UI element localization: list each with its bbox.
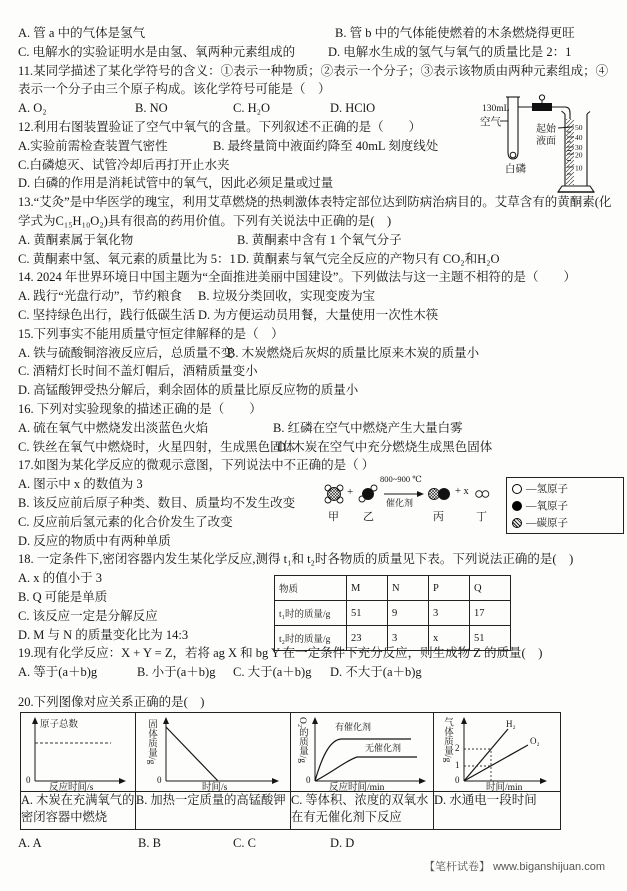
t1-m: 51 bbox=[347, 601, 388, 626]
q12-stem: 12.利用右图装置验证了空气中氧气的含量。下列叙述不正确的是（ ） bbox=[18, 119, 422, 134]
t2-m: 23 bbox=[347, 626, 388, 651]
carbon-atom-icon bbox=[512, 518, 522, 528]
q19-option-a: A. 等于(a＋b)g bbox=[18, 665, 98, 680]
prev-option-b: B. 管 b 中的气体能使燃着的木条燃烧得更旺 bbox=[335, 26, 575, 40]
initial-level-label-2: 液面 bbox=[536, 136, 556, 147]
label-yi: 乙 bbox=[363, 511, 374, 523]
q18-option-d: D. M 与 N 的质量变化比为 14:3 bbox=[18, 627, 189, 642]
graph-d-tick-2: 2 bbox=[455, 743, 460, 753]
q20-stem: 20.下列图像对应关系正确的是( ) bbox=[18, 695, 205, 709]
graph-b-solid-mass bbox=[136, 713, 290, 791]
prev-options-row-ab bbox=[18, 24, 619, 43]
q16-options-row-ab bbox=[18, 419, 619, 438]
graph-d-ylabel: 气体质量/g bbox=[442, 717, 452, 763]
molecule-methane bbox=[325, 485, 343, 503]
header-m: M bbox=[347, 576, 388, 601]
q14-option-d: D. 为方便运动员用餐，大量使用一次性木筷 bbox=[198, 307, 439, 322]
q11-option-a: A. O₂ bbox=[18, 101, 47, 116]
condition-catalyst: 催化剂 bbox=[386, 498, 414, 508]
q17-option-a: A. 图示中 x 的数值为 3 bbox=[18, 477, 143, 492]
graph-a-xlabel: 反应时间/s bbox=[49, 783, 94, 793]
t1-p: 3 bbox=[429, 601, 470, 626]
graph-b-origin: 0 bbox=[157, 775, 162, 785]
graph-c-oxygen-mass-catalyst bbox=[291, 713, 433, 791]
scale-10: 10 bbox=[575, 163, 583, 173]
q12-option-d: D. 白磷的作用是消耗试管中的氧气，因此必须足量或过量 bbox=[18, 176, 334, 191]
graph-b-ylabel: 固体质量/g bbox=[146, 719, 156, 765]
molecule-carbon-monoxide bbox=[429, 489, 450, 500]
header-n: N bbox=[388, 576, 429, 601]
legend-carbon-label: —碳原子 bbox=[526, 518, 568, 529]
page-footer bbox=[424, 858, 605, 874]
q15-option-d: D. 高锰酸钾受热分解后，剩余固体的质量比原反应物的质量小 bbox=[18, 383, 359, 398]
q13-option-a: A. 黄酮素属于氧化物 bbox=[18, 232, 134, 247]
graph-d-origin: 0 bbox=[455, 775, 460, 785]
legend-hydrogen-label: —氢原子 bbox=[526, 484, 568, 495]
graph-d-h2-label: H₂ bbox=[506, 719, 516, 729]
graph-d-xlabel: 时间/min bbox=[486, 783, 523, 793]
q16-option-d: D. 木炭在空气中充分燃烧生成黑色固体 bbox=[277, 439, 493, 454]
q18-mass-table bbox=[274, 575, 511, 651]
table-row-t2 bbox=[275, 626, 511, 651]
q18-stem: 18. 一定条件下,密闭容器内发生某化学反应,测得 t₁和 t₂时各物质的质量见下表。下列说法正确的是( ) bbox=[18, 552, 574, 567]
t2-n: 3 bbox=[388, 626, 429, 651]
graph-c-xlabel: 反应时间/min bbox=[329, 783, 385, 793]
q18-option-a: A. x 的值小于 3 bbox=[18, 571, 103, 586]
q14-options-row-ab bbox=[18, 287, 619, 306]
q17-stem: 17.如图为某化学反应的微观示意图，下列说法中不正确的是（ ） bbox=[18, 458, 375, 473]
legend-row-oxygen bbox=[512, 497, 618, 514]
q14-option-c: C. 坚持绿色出行，践行低碳生活 bbox=[18, 307, 196, 322]
q15-option-a: A. 铁与硫酸铜溶液反应后，总质量不变 bbox=[18, 345, 234, 360]
plus-sign: + bbox=[347, 486, 354, 498]
q11-option-b: B. NO bbox=[135, 101, 168, 116]
scale-40: 40 bbox=[575, 133, 583, 142]
caption-row bbox=[21, 792, 561, 830]
molecule-water bbox=[359, 485, 377, 502]
q15-stem: 15.下列事实不能用质量守恒定律解释的是（ ） bbox=[18, 326, 284, 341]
q16-option-b: B. 红磷在空气中燃烧产生大量白雾 bbox=[273, 420, 463, 435]
q14-option-b: B. 垃圾分类回收，实现变废为宝 bbox=[198, 289, 376, 304]
volume-label: 130mL bbox=[482, 104, 510, 114]
q16-option-c: C. 铁丝在氧气中燃烧时，火星四射，生成黑色固体 bbox=[18, 439, 296, 454]
graph-b-xlabel: 时间/s bbox=[202, 783, 228, 793]
white-phosphorus-blob bbox=[510, 152, 516, 158]
graph-d-caption: D. 水通电一段时间 bbox=[434, 792, 561, 830]
q20-final-options-row bbox=[18, 836, 354, 851]
footer-brand: 【笔杆试卷】 bbox=[424, 861, 491, 873]
graph-d-tick-1: 1 bbox=[455, 760, 460, 770]
graph-b-caption: B. 加热一定质量的高锰酸钾 bbox=[136, 792, 291, 830]
t2-p: x bbox=[429, 626, 470, 651]
test-tube bbox=[508, 97, 518, 159]
oxygen-atom-icon bbox=[512, 501, 522, 511]
t1-q: 17 bbox=[470, 601, 511, 626]
q12-option-c: C.白磷熄灭、试管冷却后再打开止水夹 bbox=[18, 157, 230, 172]
figure-reaction-micro-diagram bbox=[316, 474, 500, 523]
q11-option-d: D. HClO bbox=[330, 101, 376, 116]
liquid-column bbox=[566, 119, 574, 185]
q13-options-row-cd bbox=[18, 250, 619, 269]
q17-option-c: C. 反应前后氢元素的化合价发生了改变 bbox=[18, 514, 233, 529]
q19-stem: 19.现有化学反应：X + Y = Z，若将 ag X 和 bg Y 在一定条件下充分反应，则生成物 Z 的质量( ) bbox=[18, 646, 543, 661]
q13-options-row-ab bbox=[18, 231, 619, 250]
q16-stem: 16. 下列对实验现象的描述正确的是（ ） bbox=[18, 401, 262, 416]
prev-option-d: D. 电解水生成的氢气与氧气的质量比是 2：1 bbox=[328, 44, 572, 59]
q20-final-option-d: D. D bbox=[330, 836, 355, 850]
q19-option-d: D. 不大于(a＋b)g bbox=[330, 665, 422, 680]
q19-options-row bbox=[18, 663, 619, 682]
graph-d-o2-label: O₂ bbox=[530, 736, 540, 746]
q13-option-d: D. 黄酮素与氧气完全反应的产物只有 CO₂和H₂O bbox=[237, 251, 500, 266]
scale-20: 20 bbox=[575, 150, 583, 160]
header-p: P bbox=[429, 576, 470, 601]
q17-option-d: D. 反应的物质中有两种单质 bbox=[18, 533, 171, 548]
q20-graph-table bbox=[20, 712, 561, 830]
graph-c-caption: C. 等体积、浓度的双氧水在有无催化剂下反应 bbox=[291, 792, 434, 830]
graph-a-caption: A. 木炭在充满氧气的密闭容器中燃烧 bbox=[21, 792, 136, 830]
t1-n: 9 bbox=[388, 601, 429, 626]
t2-q: 51 bbox=[470, 626, 511, 651]
graph-a-ylabel: 原子总数 bbox=[40, 720, 79, 730]
t1-label: t₁时的质量/g bbox=[275, 601, 347, 626]
graph-row bbox=[21, 713, 561, 792]
label-bing: 丙 bbox=[433, 511, 444, 523]
figure-oxygen-content-apparatus bbox=[478, 92, 620, 202]
q16-option-a: A. 硫在氧气中燃烧发出淡蓝色火焰 bbox=[18, 420, 209, 435]
q20-final-option-a: A. A bbox=[18, 836, 42, 850]
q14-options-row-cd bbox=[18, 306, 619, 325]
phosphorus-label: 白磷 bbox=[505, 164, 526, 175]
q16-options-row-cd bbox=[18, 438, 619, 457]
q13-option-b: B. 黄酮素中含有 1 个氧气分子 bbox=[237, 232, 402, 247]
graph-c-ylabel: O₂的质量/g bbox=[297, 717, 307, 764]
footer-url: www.biganshijuan.com bbox=[493, 861, 605, 873]
label-ding: 丁 bbox=[476, 511, 487, 523]
air-label: 空气 bbox=[480, 117, 501, 128]
q13-stem: 13.“艾灸”是中华医学的瑰宝，利用艾草燃烧的热刺激体表特定部位达到防病治病目的。艾草含有的黄酮素(化学式为C₁₅H₁₀O₂)具有很高的药用价值。下列有关说法中正确的是( ) bbox=[18, 195, 612, 228]
pinch-clamp bbox=[532, 103, 552, 111]
table-header-row bbox=[275, 576, 511, 601]
atom-legend-box bbox=[506, 477, 624, 534]
header-substance: 物质 bbox=[275, 576, 347, 601]
q20-final-option-b: B. B bbox=[138, 836, 161, 850]
graph-a-total-atoms bbox=[21, 713, 135, 791]
table-row-t1 bbox=[275, 601, 511, 626]
q12-option-b: B. 最终量筒中液面约降至 40mL 刻度线处 bbox=[213, 138, 439, 153]
q17-option-b: B. 该反应前后原子种类、数目、质量均不发生改变 bbox=[18, 495, 296, 510]
q13-option-c: C. 黄酮素中氢、氧元素的质量比为 5：1 bbox=[18, 251, 236, 266]
graph-c-origin: 0 bbox=[306, 775, 311, 785]
graph-c-curve1-label: 有催化剂 bbox=[335, 722, 372, 732]
molecule-hydrogen bbox=[476, 491, 489, 498]
graph-d-gas-mass-electrolysis bbox=[434, 713, 560, 791]
q15-options-row-ab bbox=[18, 344, 619, 363]
cylinder-base bbox=[558, 186, 594, 192]
q20-final-option-c: C. C bbox=[233, 836, 256, 850]
legend-row-carbon bbox=[512, 514, 618, 531]
q14-option-a: A. 践行“光盘行动”，节约粮食 bbox=[18, 289, 182, 304]
q14-stem: 14. 2024 年世界环境日中国主题为“全面推进美丽中国建设”。下列做法与这一主题不相符的是（ ） bbox=[18, 270, 576, 285]
initial-level-label-1: 起始 bbox=[536, 124, 556, 135]
apparatus-drawing bbox=[478, 92, 620, 202]
legend-row-hydrogen bbox=[512, 480, 618, 497]
prev-option-c: C. 电解水的实验证明水是由氢、氧两种元素组成的 bbox=[18, 44, 296, 59]
graph-a-origin: 0 bbox=[26, 775, 31, 785]
q15-option-c: C. 酒精灯长时间不盖灯帽后，酒精质量变小 bbox=[18, 364, 258, 379]
q19-option-c: C. 大于(a＋b)g bbox=[233, 665, 312, 680]
graph-c-curve2-label: 无催化剂 bbox=[365, 743, 402, 753]
scale-50: 50 bbox=[575, 123, 583, 132]
q12-option-a: A.实验前需检查装置气密性 bbox=[18, 138, 168, 153]
condition-temperature: 800~900 ℃ bbox=[380, 474, 422, 484]
scale-30: 30 bbox=[575, 143, 583, 152]
header-q: Q bbox=[470, 576, 511, 601]
prev-option-a: A. 管 a 中的气体是氢气 bbox=[18, 26, 146, 40]
legend-oxygen-label: —氧原子 bbox=[526, 501, 568, 512]
label-jia: 甲 bbox=[328, 511, 339, 523]
prev-options-row-cd bbox=[18, 43, 619, 62]
q18-option-b: B. Q 可能是单质 bbox=[18, 589, 108, 604]
plus-x-coefficient: + x bbox=[455, 486, 469, 497]
q18-option-c: C. 该反应一定是分解反应 bbox=[18, 608, 158, 623]
q15-option-b: B. 木炭燃烧后灰烬的质量比原来木炭的质量小 bbox=[227, 345, 480, 360]
q11-stem: 11.某同学描述了某化学符号的含义：①表示一种物质；②表示一个分子；③表示该物质由两种元素组成；④表示一个分子由三个原子构成。该化学符号可能是（ ） bbox=[18, 63, 609, 97]
t2-label: t₂时的质量/g bbox=[275, 626, 347, 651]
q11-option-c: C. H₂O bbox=[233, 101, 270, 116]
q19-option-b: B. 小于(a＋b)g bbox=[137, 665, 216, 680]
hydrogen-atom-icon bbox=[512, 484, 522, 494]
